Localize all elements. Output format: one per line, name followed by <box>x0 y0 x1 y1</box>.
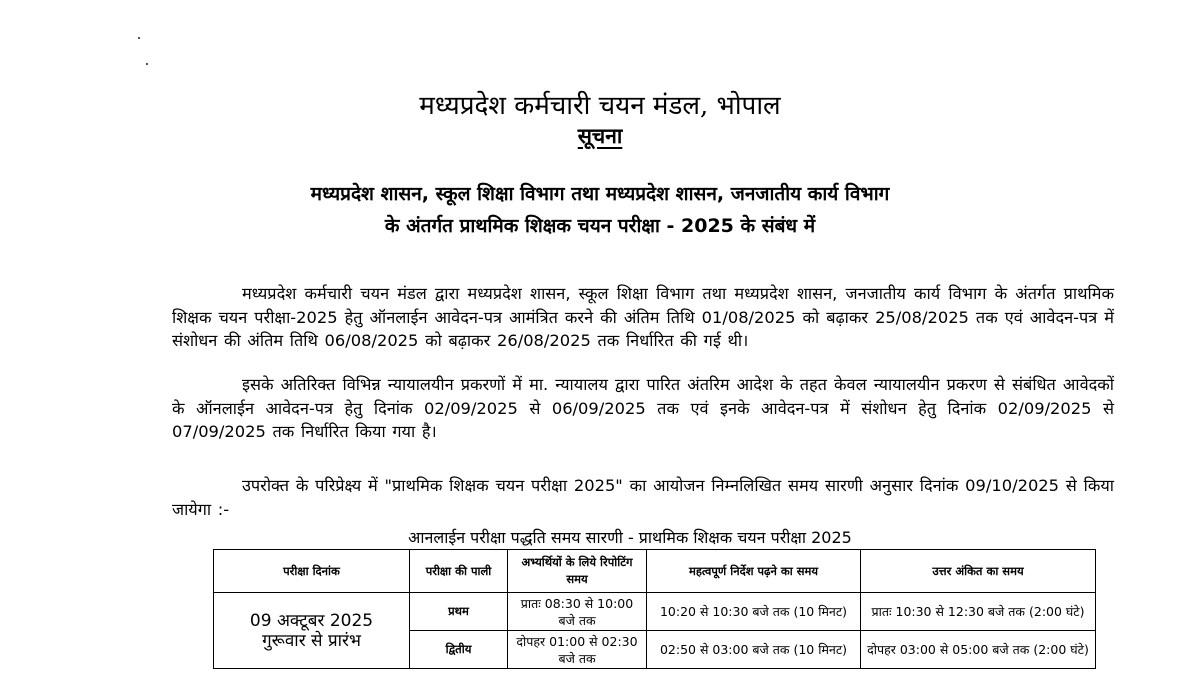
subject-line-2: के अंतर्गत प्राथमिक शिक्षक चयन परीक्षा - 2025 के संबंध में <box>384 215 816 237</box>
paragraph-court-cases: इसके अतिरिक्त विभिन्न न्यायालयीन प्रकरणों में मा. न्यायालय द्वारा पारित अंतरिम आदेश के तहत केवल न्यायालयीन प्रकरण से संबंधित आवेदकों के ऑनलाईन आवेदन-पत्र हेतु दिनांक 02/09/2025 से 06/09/2025 तक एवं इनके आवेदन-पत्र में संशोधन हेतु दिनांक 02/09/2025 से 07/09/2025 तक निर्धारित किया गया है। <box>172 375 1114 441</box>
paragraph-deadline-extension: मध्यप्रदेश कर्मचारी चयन मंडल द्वारा मध्यप्रदेश शासन, स्कूल शिक्षा विभाग तथा मध्यप्रदेश शासन, जनजातीय कार्य विभाग के अंतर्गत प्राथमिक शिक्षक चयन परीक्षा-2025 हेतु ऑनलाईन आवेदन-पत्र आमंत्रित करने की अंतिम तिथि 01/08/2025 को बढ़ाकर 25/08/2025 तक एवं आवेदन-पत्र में संशोधन की अंतिम तिथि 06/08/2025 को बढ़ाकर 26/08/2025 तक निर्धारित की गई थी। <box>172 284 1114 350</box>
reporting-time-cell: प्रातः 08:30 से 10:00 बजे तक <box>508 593 647 631</box>
shift-cell: प्रथम <box>410 593 508 631</box>
paragraph-exam-schedule: उपरोक्त के परिप्रेक्ष्य में "प्राथमिक शिक्षक चयन परीक्षा 2025" का आयोजन निम्नलिखित समय सारणी अनुसार दिनांक 09/10/2025 से किया जायेगा :- <box>172 476 1114 519</box>
exam-start-day: गुरूवार से प्रारंभ <box>262 630 361 651</box>
answer-time-cell: दोपहर 03:00 से 05:00 बजे तक (2:00 घंटे) <box>861 631 1096 669</box>
answer-time-cell: प्रातः 10:30 से 12:30 बजे तक (2:00 घंटे) <box>861 593 1096 631</box>
table-header-row <box>214 550 1096 593</box>
table-row <box>214 593 1096 631</box>
scan-speck <box>138 37 140 39</box>
header-instructions-time: महत्वपूर्ण निर्देश पढ़ने का समय <box>647 550 861 593</box>
header-exam-shift: परीक्षा की पाली <box>410 550 508 593</box>
table-caption: आनलाईन परीक्षा पद्धति समय सारणी - प्राथमिक शिक्षक चयन परीक्षा 2025 <box>408 528 852 547</box>
exam-date: 09 अक्टूबर 2025 <box>249 610 374 631</box>
instructions-time-cell: 02:50 से 03:00 बजे तक (10 मिनट) <box>647 631 861 669</box>
header-exam-date: परीक्षा दिनांक <box>214 550 410 593</box>
header-answer-time: उत्तर अंकित का समय <box>861 550 1096 593</box>
exam-date-cell <box>214 593 410 669</box>
organization-title: मध्यप्रदेश कर्मचारी चयन मंडल, भोपाल <box>419 91 781 121</box>
header-reporting-time: अभ्यर्थियों के लिये रिपोटिंग समय <box>508 550 647 593</box>
exam-schedule-table <box>213 549 1096 669</box>
notice-heading: सूचना <box>577 124 623 148</box>
reporting-time-cell: दोपहर 01:00 से 02:30 बजे तक <box>508 631 647 669</box>
scan-speck <box>146 63 148 65</box>
subject-line-1: मध्यप्रदेश शासन, स्कूल शिक्षा विभाग तथा मध्यप्रदेश शासन, जनजातीय कार्य विभाग <box>310 183 890 205</box>
instructions-time-cell: 10:20 से 10:30 बजे तक (10 मिनट) <box>647 593 861 631</box>
shift-cell: द्वितीय <box>410 631 508 669</box>
